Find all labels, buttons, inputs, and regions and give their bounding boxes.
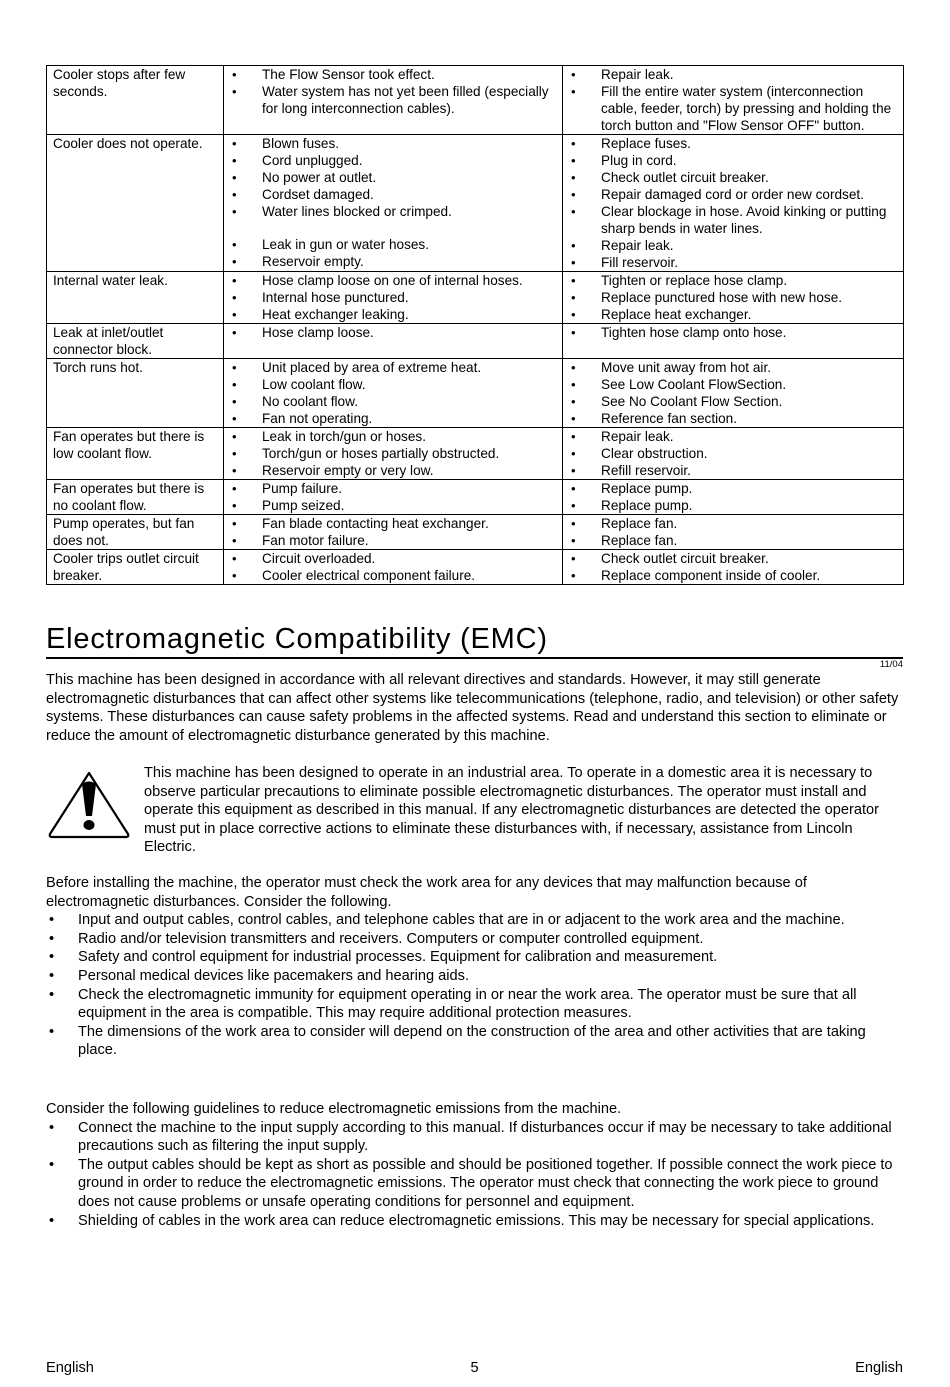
list-item: • Replace heat exchanger. [563,306,903,323]
list-item: • Repair leak. [563,428,903,445]
list-item: • Tighten hose clamp onto hose. [563,324,903,341]
problem-cell: Cooler stops after few seconds. [47,66,224,135]
cause-cell [224,135,563,272]
list-item: • Fill the entire water system (interconnection cable, feeder, torch) by pressing and holding the torch button and "Flow Sensor OFF" button. [563,83,903,134]
cause-cell [224,550,563,585]
cause-list [224,515,562,549]
action-list [563,324,903,341]
emc-warning-paragraph: This machine has been designed to operate in an industrial area. To operate in a domestic area it is necessary to observe particular precautions to eliminate possible electromagnetic disturbances. The operator must install and operate this equipment as described in this manual. If any electromagnetic disturbances are detected the operator must put in place corrective actions to eliminate these disturbances with, if necessary, assistance from Lincoln Electric. [144,765,879,856]
problem-cell: Leak at inlet/outlet connector block. [47,324,224,359]
list-item: • Reservoir empty. [224,253,562,270]
action-list [563,515,903,549]
list-item: • Pump failure. [224,480,562,497]
list-item: • Replace fuses. [563,135,903,152]
cause-list [224,550,562,584]
emc-warning-section [46,764,906,857]
list-item: • Check outlet circuit breaker. [563,169,903,186]
list-item: • Check outlet circuit breaker. [563,550,903,567]
cause-list [224,428,562,479]
cause-cell [224,428,563,480]
action-list [563,272,903,323]
list-item: • Repair damaged cord or order new cordset. [563,186,903,203]
cause-list [224,359,562,427]
table-row [47,324,904,359]
revision-code: 11/04 [879,659,903,670]
list-item: • Replace component inside of cooler. [563,567,903,584]
table-row [47,480,904,515]
list-item: • Fan blade contacting heat exchanger. [224,515,562,532]
footer-language-left: English [46,1360,94,1376]
warning-triangle-icon [46,770,132,840]
table-row [47,550,904,585]
list-item: • Repair leak. [563,237,903,254]
action-cell [563,324,904,359]
list-item: • Replace pump. [563,497,903,514]
action-cell [563,480,904,515]
footer-page-number: 5 [470,1360,479,1376]
list-item: • Refill reservoir. [563,462,903,479]
problem-cell: Fan operates but there is no coolant flow. [47,480,224,515]
troubleshooting-table [46,65,904,585]
problem-cell: Fan operates but there is low coolant flow. [47,428,224,480]
cause-list [224,480,562,514]
cause-list [224,66,562,117]
list-item: • Replace punctured hose with new hose. [563,289,903,306]
list-item: • Replace pump. [563,480,903,497]
list-item: • Cordset damaged. [224,186,562,203]
list-item: • Reference fan section. [563,410,903,427]
list-item: • Blown fuses. [224,135,562,152]
list-item: • Pump seized. [224,497,562,514]
problem-cell: Cooler does not operate. [47,135,224,272]
action-list [563,550,903,584]
list-item: • Safety and control equipment for industrial processes. Equipment for calibration and measurement. [46,948,906,967]
list-item: • Circuit overloaded. [224,550,562,567]
list-item: • Check the electromagnetic immunity for equipment operating in or near the work area. The operator must be sure that all equipment in the area is compatible. This may require additional protection measures. [46,986,906,1023]
table-row [47,428,904,480]
emc-check-intro: Before installing the machine, the operator must check the work area for any devices that may malfunction because of electromagnetic disturbances. Consider the following. [46,875,807,910]
emc-title: Electromagnetic Compatibility (EMC) [46,623,548,655]
list-item: • The dimensions of the work area to consider will depend on the construction of the area and other activities that are taking place. [46,1023,906,1060]
list-item: • The Flow Sensor took effect. [224,66,562,83]
list-item: • Replace fan. [563,532,903,549]
list-item: • Heat exchanger leaking. [224,306,562,323]
action-cell [563,66,904,135]
action-cell [563,550,904,585]
list-item: • Unit placed by area of extreme heat. [224,359,562,376]
action-cell [563,428,904,480]
footer-language-right: English [855,1360,903,1376]
list-item: • Replace fan. [563,515,903,532]
list-item: • Leak in torch/gun or hoses. [224,428,562,445]
list-item: • Radio and/or television transmitters and receivers. Computers or computer controlled equipment. [46,930,906,949]
list-item: • See Low Coolant FlowSection. [563,376,903,393]
table-row [47,272,904,324]
action-cell [563,359,904,428]
table-row [47,135,904,272]
list-item: • The output cables should be kept as short as possible and should be positioned together. If possible connect the work piece to ground in order to reduce the electromagnetic emissions. The operator must check that connecting the work piece to ground does not cause problems or unsafe operating conditions for personnel and equipment. [46,1156,906,1212]
list-item: • Reservoir empty or very low. [224,462,562,479]
table-row [47,359,904,428]
list-item: • Clear blockage in hose. Avoid kinking or putting sharp bends in water lines. [563,203,903,237]
cause-cell [224,359,563,428]
list-item: • Fan motor failure. [224,532,562,549]
action-cell [563,135,904,272]
problem-cell: Pump operates, but fan does not. [47,515,224,550]
cause-list [224,135,562,270]
emc-guide-list [46,1119,906,1231]
emc-guide-section [46,1100,906,1230]
list-item: • See No Coolant Flow Section. [563,393,903,410]
list-item: • Clear obstruction. [563,445,903,462]
list-item: • Connect the machine to the input supply according to this manual. If disturbances occur if may be necessary to take additional precautions such as filtering the input supply. [46,1119,906,1156]
problem-cell: Torch runs hot. [47,359,224,428]
list-item: • No power at outlet. [224,169,562,186]
cause-cell [224,515,563,550]
list-item: • Repair leak. [563,66,903,83]
cause-list [224,324,562,341]
list-item: • Plug in cord. [563,152,903,169]
page-footer [46,1358,903,1378]
problem-cell: Cooler trips outlet circuit breaker. [47,550,224,585]
list-item: • Water lines blocked or crimped. [224,203,562,220]
list-item: • Hose clamp loose. [224,324,562,341]
list-item: • Internal hose punctured. [224,289,562,306]
troubleshooting-table-body [47,66,904,585]
table-row [47,66,904,135]
emc-intro-paragraph: This machine has been designed in accordance with all relevant directives and standards. However, it may still generate electromagnetic disturbances that can affect other systems like telecommunications (telephone, radio, and television) or other safety systems. These disturbances can cause safety problems in the affected systems. Read and understand this section to eliminate or reduce the amount of electromagnetic disturbance generated by this machine. [46,672,899,744]
list-item: • Tighten or replace hose clamp. [563,272,903,289]
table-row [47,515,904,550]
list-item: • Shielding of cables in the work area can reduce electromagnetic emissions. This may be necessary for special applications. [46,1212,906,1231]
list-item: • Fill reservoir. [563,254,903,271]
cause-cell [224,66,563,135]
list-item: • Hose clamp loose on one of internal hoses. [224,272,562,289]
action-list [563,66,903,134]
list-item: • Input and output cables, control cables, and telephone cables that are in or adjacent to the work area and the machine. [46,911,906,930]
cause-cell [224,272,563,324]
problem-cell: Internal water leak. [47,272,224,324]
action-list [563,359,903,427]
emc-check-list [46,911,906,1060]
title-underline [46,657,903,659]
cause-cell [224,324,563,359]
list-item: • Cooler electrical component failure. [224,567,562,584]
list-item: • Fan not operating. [224,410,562,427]
list-item: • Low coolant flow. [224,376,562,393]
list-item: • Move unit away from hot air. [563,359,903,376]
action-list [563,135,903,271]
cause-list [224,272,562,323]
emc-guide-intro: Consider the following guidelines to reduce electromagnetic emissions from the machine. [46,1101,622,1117]
list-item: • No coolant flow. [224,393,562,410]
list-item: • Personal medical devices like pacemakers and hearing aids. [46,967,906,986]
action-cell [563,515,904,550]
emc-intro-section [46,671,906,745]
list-item: • Water system has not yet been filled (especially for long interconnection cables). [224,83,562,117]
list-item: • Torch/gun or hoses partially obstructed. [224,445,562,462]
list-item: • Leak in gun or water hoses. [224,236,562,253]
action-list [563,480,903,514]
action-list [563,428,903,479]
emc-check-section [46,874,906,1060]
list-item: • Cord unplugged. [224,152,562,169]
action-cell [563,272,904,324]
cause-cell [224,480,563,515]
